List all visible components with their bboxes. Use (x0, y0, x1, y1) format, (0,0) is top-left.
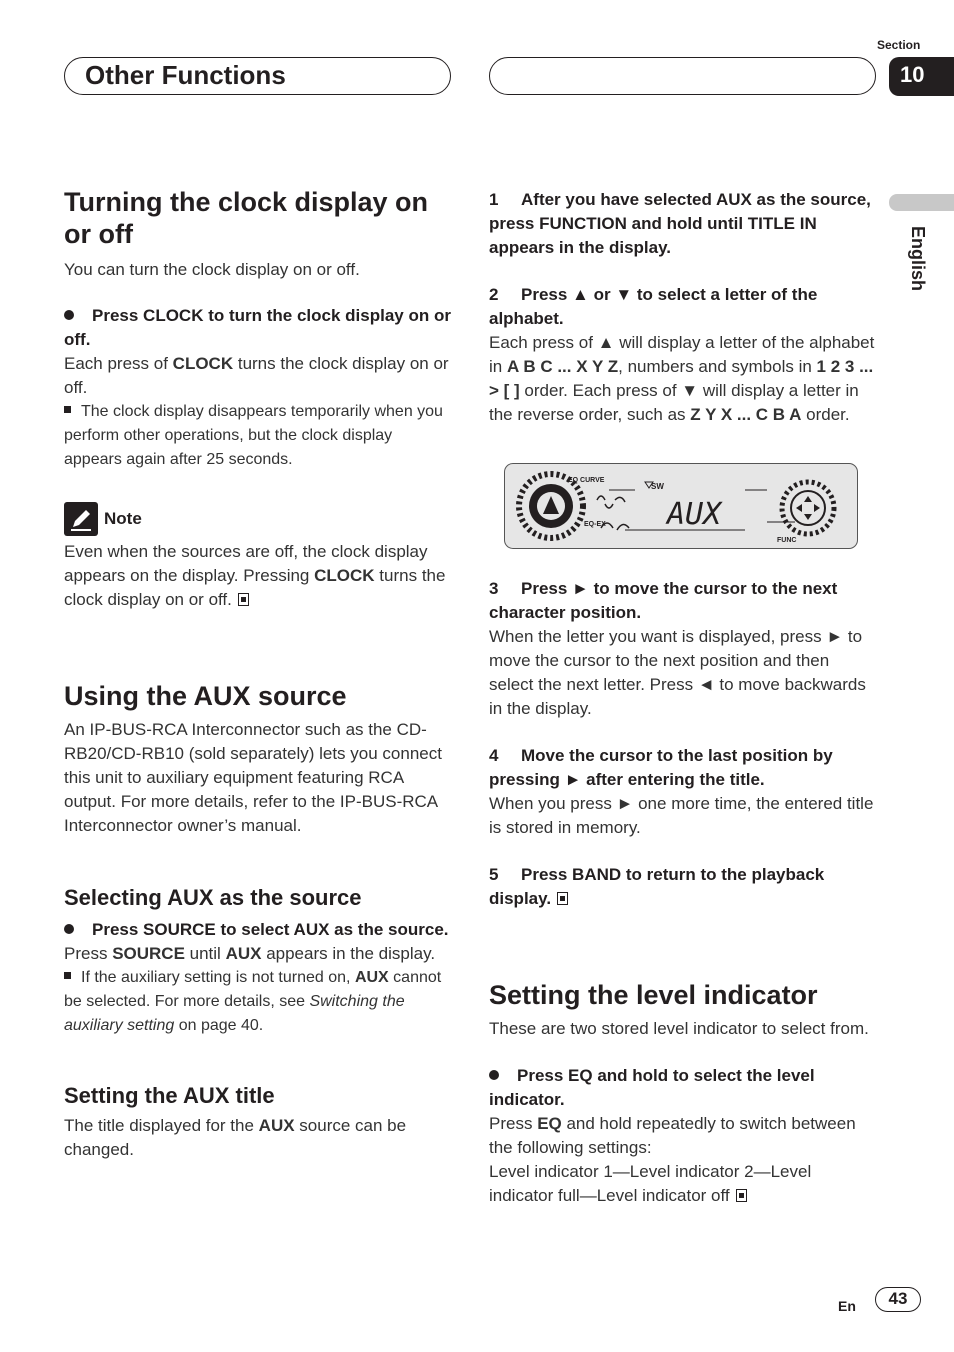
step-3: 3 Press ► to move the cursor to the next character position. (489, 579, 838, 622)
step-2-body: Each press of ▲ will display a letter of the alphabet in A B C ... X Y Z, numbers and symbols in 1 2 3 ... > [ ] order. Each press of ▼ will display a letter in the reverse order, such as Z Y X ... C B A order. (489, 333, 875, 424)
select-aux-bullet: If the auxiliary setting is not turned on, AUX cannot be selected. For more details, see Switching the auxiliary setting on page 40. (64, 969, 442, 1034)
section-label: Section (877, 38, 921, 52)
bullet-icon (489, 1070, 499, 1080)
section-number: 10 (889, 57, 954, 96)
page-number: 43 (875, 1287, 921, 1312)
note-text: Even when the sources are off, the clock display appears on the display. Pressing CLOCK turns the clock display on or off. (64, 542, 446, 609)
language-label: English (908, 226, 928, 292)
section-title: Other Functions (85, 60, 286, 90)
pencil-note-icon (64, 502, 98, 536)
select-aux-heading: Selecting AUX as the source (64, 885, 362, 910)
aux-heading: Using the AUX source (64, 681, 347, 711)
square-bullet-icon (64, 406, 71, 413)
language-tab (889, 194, 954, 211)
func-label: FUNC (777, 537, 797, 544)
eq-curve-label: EQ CURVE (568, 477, 605, 484)
level-heading: Setting the level indicator (489, 980, 818, 1010)
aux-title-heading: Setting the AUX title (64, 1083, 275, 1108)
end-mark-icon (736, 1189, 747, 1202)
note-label: Note (104, 509, 142, 528)
square-bullet-icon (64, 972, 71, 979)
unit-display-illustration (504, 463, 858, 549)
end-mark-icon (557, 892, 568, 905)
step-2: 2 Press ▲ or ▼ to select a letter of the alphabet. (489, 285, 818, 328)
right-column (489, 188, 875, 427)
step-1: 1 After you have selected AUX as the source, press FUNCTION and hold until TITLE IN appears in the display. (489, 190, 871, 257)
bullet-icon (64, 924, 74, 934)
right-dial-icon (782, 482, 834, 534)
clock-step: Press CLOCK to turn the clock display on or off. (64, 306, 451, 349)
note-header (64, 502, 452, 536)
end-mark-icon (238, 593, 249, 606)
step-3-body: When the letter you want is displayed, press ► to move the cursor to the next position and then select the next letter. Press ◄ to move backwards in the display. (489, 627, 866, 718)
step-4: 4 Move the cursor to the last position by pressing ► after entering the title. (489, 746, 833, 789)
right-column-lower (489, 577, 875, 1208)
left-column (64, 186, 452, 1162)
select-aux-step: Press SOURCE to select AUX as the source. (64, 918, 452, 942)
level-body: Press EQ and hold repeatedly to switch between the following settings: (489, 1114, 856, 1157)
clock-heading: Turning the clock display on or off (64, 187, 429, 249)
bullet-icon (64, 310, 74, 320)
step-4-body: When you press ► one more time, the entered title is stored in memory. (489, 794, 874, 837)
select-aux-body: Press SOURCE until AUX appears in the display. (64, 944, 436, 963)
level-settings: Level indicator 1—Level indicator 2—Level indicator full—Level indicator off (489, 1162, 812, 1205)
sw-label: SW (651, 482, 664, 491)
eq-ex-label: EQ-EX (584, 521, 606, 528)
clock-intro: You can turn the clock display on or off. (64, 260, 360, 279)
display-aux-text: AUX (667, 497, 722, 532)
aux-intro: An IP-BUS-RCA Interconnector such as the CD-RB20/CD-RB10 (sold separately) lets you connect this unit to auxiliary equipment featuring RCA output. For more details, refer to the IP-BUS-RCA Interconnector owner’s manual. (64, 720, 442, 835)
header-blank-pill (489, 57, 876, 95)
display-graphic (505, 464, 856, 547)
step-5: 5 Press BAND to return to the playback display. (489, 865, 825, 908)
clock-step-body: Each press of CLOCK turns the clock display on or off. (64, 354, 449, 397)
section-title-pill (64, 57, 451, 95)
aux-title-body: The title displayed for the AUX source can be changed. (64, 1116, 407, 1159)
clock-bullet-note: The clock display disappears temporarily when you perform other operations, but the clock display appears again after 25 seconds. (64, 403, 443, 468)
level-intro: These are two stored level indicator to select from. (489, 1019, 869, 1038)
footer-lang: En (838, 1298, 856, 1314)
level-step: Press EQ and hold to select the level indicator. (489, 1066, 815, 1109)
